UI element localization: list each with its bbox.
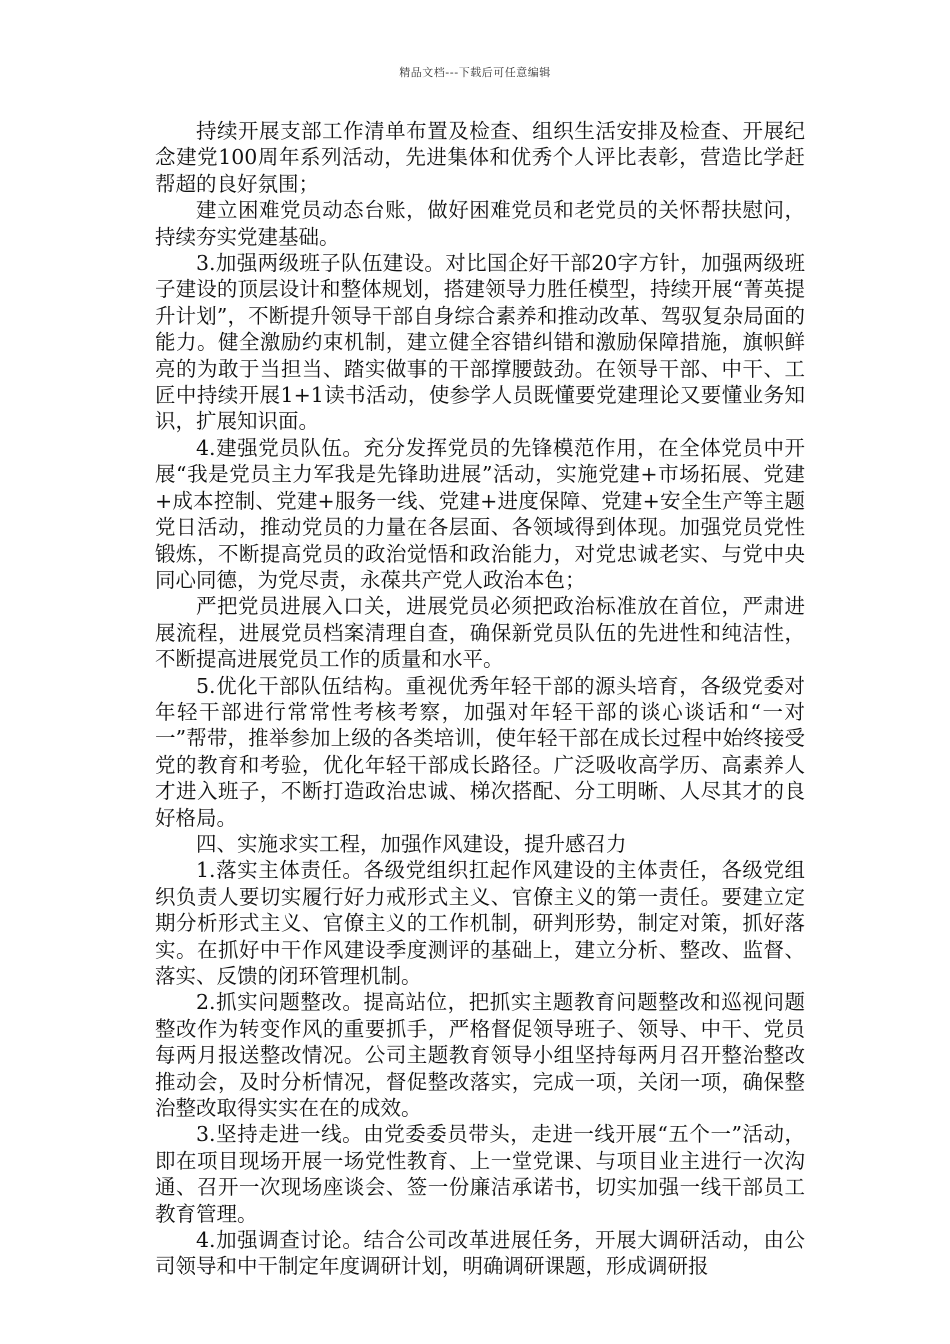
paragraph: 4.建强党员队伍。充分发挥党员的先锋模范作用，在全体党员中开展“我是党员主力军我是先锋助进展”活动，实施党建+市场拓展、党建+成本控制、党建+服务一线、党建+进度保障、党建+安全生产等主题党日活动，推动党员的力量在各层面、各领域得到体现。加强党员党性锻炼，不断提高党员的政治觉悟和政治能力，对党忠诚老实、与党中央同心同德，为党尽责，永葆共产党人政治本色；	[155, 435, 805, 592]
paragraph: 3.加强两级班子队伍建设。对比国企好干部20字方针，加强两级班子建设的顶层设计和整体规划，搭建领导力胜任模型，持续开展“菁英提升计划”，不断提升领导干部自身综合素养和推动改革、驾驭复杂局面的能力。健全激励约束机制，建立健全容错纠错和激励保障措施，旗帜鲜亮的为敢于当担当、踏实做事的干部撑腰鼓劲。在领导干部、中干、工匠中持续开展1+1读书活动，使参学人员既懂要党建理论又要懂业务知识，扩展知识面。	[155, 251, 805, 434]
paragraph: 4.加强调查讨论。结合公司改革进展任务，开展大调研活动，由公司领导和中干制定年度调研计划，明确调研课题，形成调研报	[155, 1228, 805, 1279]
paragraph: 3.坚持走进一线。由党委委员带头，走进一线开展“五个一”活动，即在项目现场开展一场党性教育、上一堂党课、与项目业主进行一次沟通、召开一次现场座谈会、签一份廉洁承诺书，切实加强一线干部员工教育管理。	[155, 1122, 805, 1226]
paragraph: 建立困难党员动态台账，做好困难党员和老党员的关怀帮扶慰问，持续夯实党建基础。	[155, 198, 805, 249]
paragraph: 2.抓实问题整改。提高站位，把抓实主题教育问题整改和巡视问题整改作为转变作风的重要抓手，严格督促领导班子、领导、中干、党员每两月报送整改情况。公司主题教育领导小组坚持每两月召开整治整改推动会，及时分析情况，督促整改落实，完成一项，关闭一项，确保整治整改取得实实在在的成效。	[155, 990, 805, 1121]
document-body	[155, 118, 805, 1280]
section-heading: 四、实施求实工程，加强作风建设，提升感召力	[196, 831, 627, 856]
paragraph: 1.落实主体责任。各级党组织扛起作风建设的主体责任，各级党组织负责人要切实履行好力戒形式主义、官僚主义的第一责任。要建立定期分析形式主义、官僚主义的工作机制，研判形势，制定对策，抓好落实。在抓好中干作风建设季度测评的基础上，建立分析、整改、监督、落实、反馈的闭环管理机制。	[155, 858, 805, 988]
page-header: 精品文档---下载后可任意编辑	[399, 66, 551, 79]
paragraph: 严把党员进展入口关，进展党员必须把政治标准放在首位，严肃进展流程，进展党员档案清理自查，确保新党员队伍的先进性和纯洁性，不断提高进展党员工作的质量和水平。	[155, 594, 805, 672]
paragraph: 持续开展支部工作清单布置及检查、组织生活安排及检查、开展纪念建党100周年系列活动，先进集体和优秀个人评比表彰，营造比学赶帮超的良好氛围；	[155, 119, 805, 196]
paragraph: 5.优化干部队伍结构。重视优秀年轻干部的源头培育，各级党委对年轻干部进行常常性考核考察，加强对年轻干部的谈心谈话和“一对一”帮带，推举参加上级的各类培训，使年轻干部在成长过程中始终接受党的教育和考验，优化年轻干部成长路径。广泛吸收高学历、高素养人才进入班子，不断打造政治忠诚、梯次搭配、分工明晰、人尽其才的良好格局。	[155, 673, 805, 830]
